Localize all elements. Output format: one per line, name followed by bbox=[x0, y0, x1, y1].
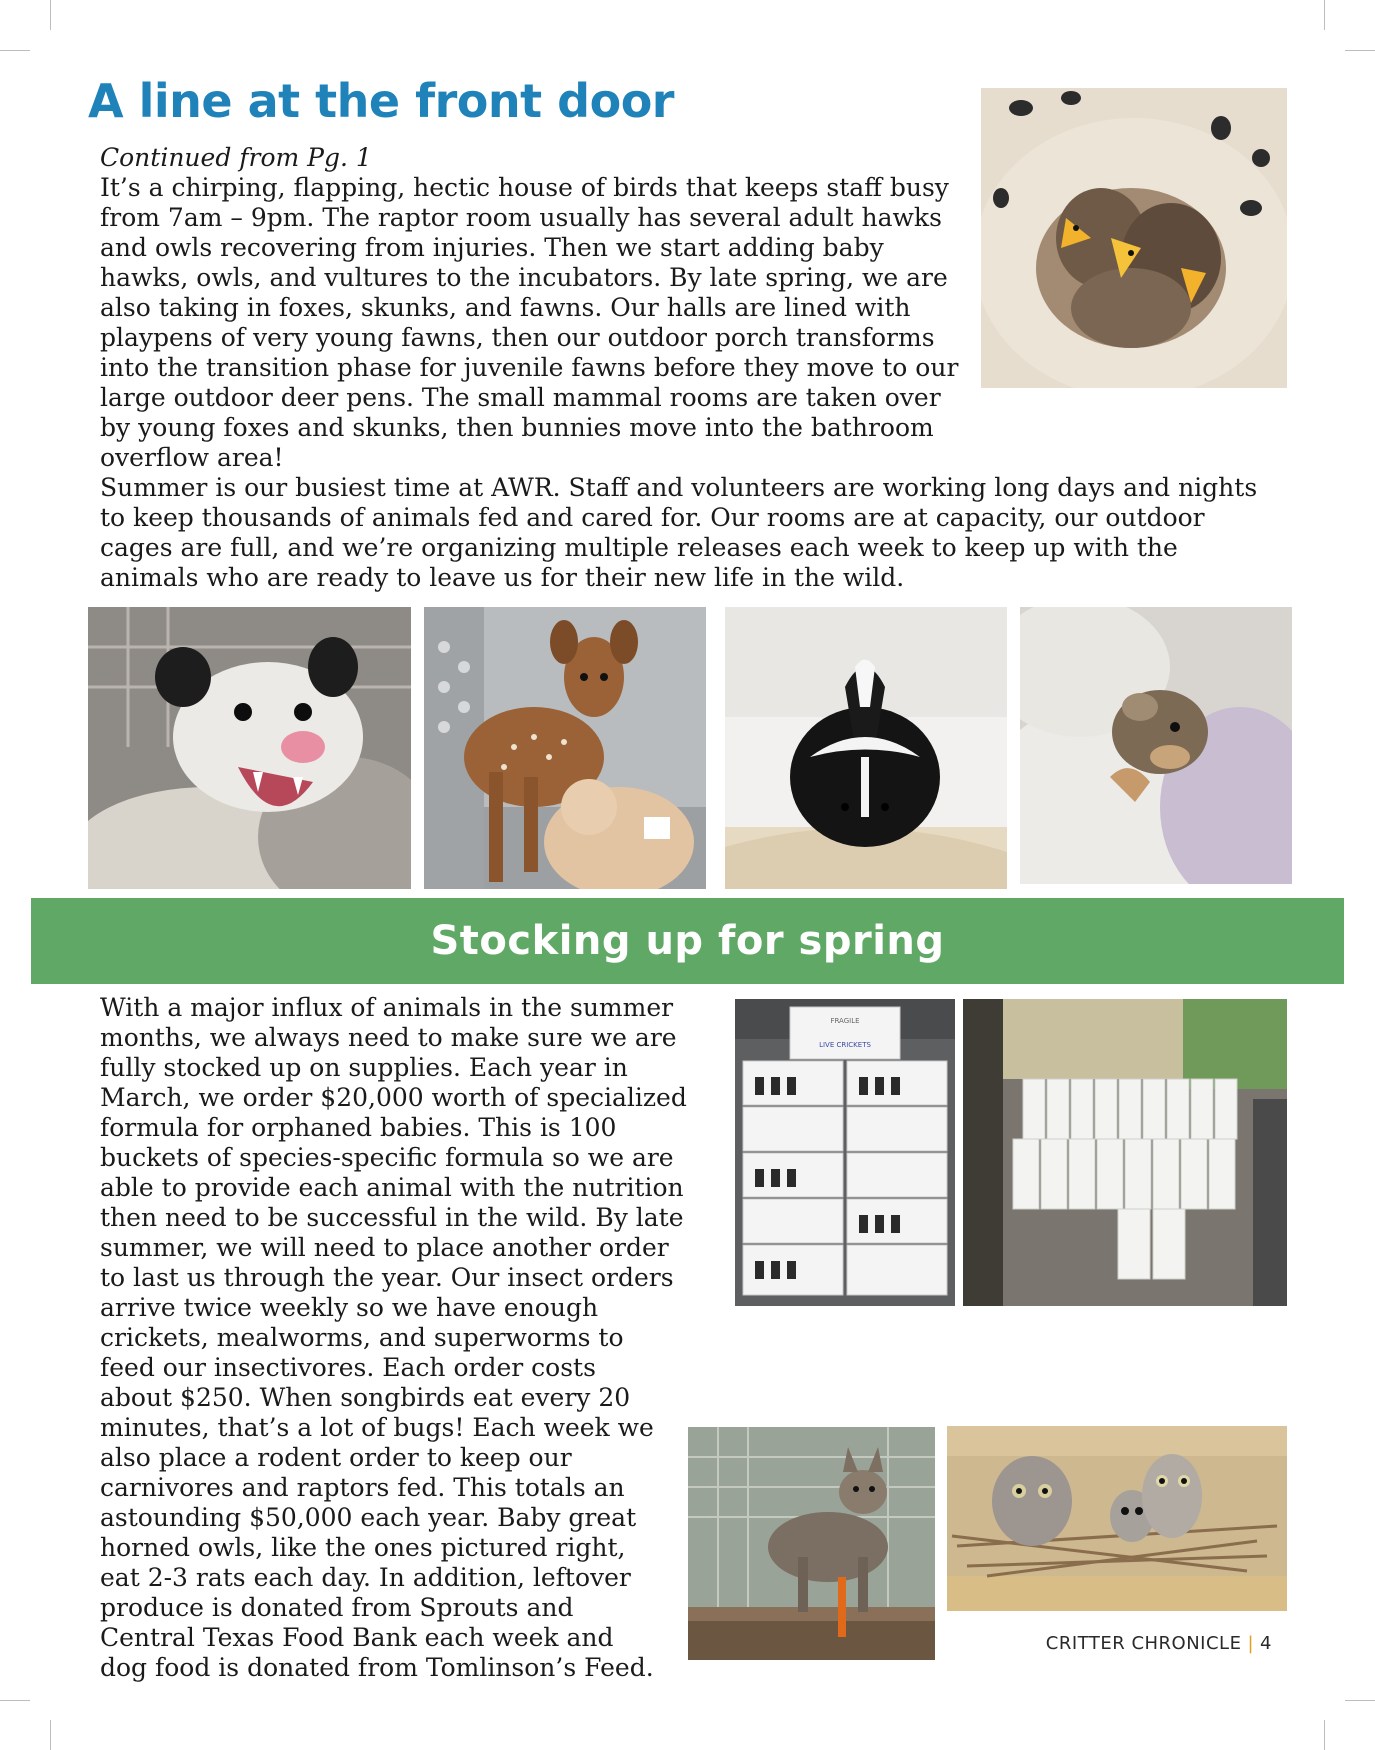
crop-mark bbox=[1345, 50, 1375, 51]
photo-skunk bbox=[725, 607, 1007, 889]
box-label-fragile: FRAGILE bbox=[830, 1017, 860, 1025]
page-number: 4 bbox=[1260, 1633, 1272, 1654]
photo-opossum bbox=[88, 607, 411, 889]
section-title: Stocking up for spring bbox=[430, 918, 945, 964]
crop-mark bbox=[0, 50, 30, 51]
photo-formula-buckets bbox=[963, 999, 1287, 1306]
photo-baby-birds bbox=[981, 88, 1287, 388]
crop-mark bbox=[50, 0, 51, 30]
article-paragraph: It’s a chirping, flapping, hectic house of birds that keeps staff busy from 7am – 9pm. The raptor room usually has several adult hawks and owls recovering from injuries. Then we start adding baby hawks, owls, and vultures to the incubators. By late spring, we are also taking in foxes, skunks, and fawns. Our halls are lined with playpens of very young fawns, then our outdoor porch transforms into the transition phase for juvenile fawns before they move to our large outdoor deer pens. The small mammal rooms are taken over by young foxes and skunks, then bunnies move into the bathroom overflow area! bbox=[100, 173, 959, 472]
article-paragraph: Summer is our busiest time at AWR. Staff and volunteers are working long days and nights to keep thousands of animals fed and cared for. Our rooms are at capacity, our outdoor cages are full, and we’re organizing multiple releases each week to keep up with the animals who are ready to leave us for their new life in the wild. bbox=[100, 473, 1258, 592]
section-banner bbox=[31, 898, 1344, 984]
crop-mark bbox=[1324, 1720, 1325, 1750]
photo-great-horned-owls bbox=[947, 1426, 1287, 1611]
article-title: A line at the front door bbox=[88, 74, 674, 128]
photo-cricket-boxes bbox=[735, 999, 955, 1306]
footer-separator: | bbox=[1247, 1633, 1255, 1654]
crop-mark bbox=[0, 1700, 30, 1701]
photo-fawn bbox=[424, 607, 706, 889]
photo-fox bbox=[688, 1427, 935, 1660]
crop-mark bbox=[50, 1720, 51, 1750]
article-paragraph: With a major influx of animals in the summer months, we always need to make sure we are fully stocked up on supplies. Each year in March, we order $20,000 worth of specialized formula for orphaned babies. This is 100 buckets of species-specific formula so we are able to provide each animal with the nutrition then need to be successful in the wild. By late summer, we will need to place another order to last us through the year. Our insect orders arrive twice weekly so we have enough crickets, mealworms, and superworms to feed our insectivores. Each order costs about $250. When songbirds eat every 20 minutes, that’s a lot of bugs! Each week we also place a rodent order to keep our carnivores and raptors fed. This totals an astounding $50,000 each year. Baby great horned owls, like the ones pictured right, eat 2-3 rats each day. In addition, leftover produce is donated from Sprouts and Central Texas Food Bank each week and dog food is donated from Tomlinson’s Feed. bbox=[100, 993, 687, 1682]
page-footer bbox=[1046, 1633, 1272, 1654]
publication-name: CRITTER CHRONICLE bbox=[1045, 1633, 1242, 1654]
crop-mark bbox=[1345, 1700, 1375, 1701]
crop-mark bbox=[1324, 0, 1325, 30]
box-label-crickets: LIVE CRICKETS bbox=[819, 1041, 871, 1049]
continued-note: Continued from Pg. 1 bbox=[100, 143, 372, 172]
photo-squirrel bbox=[1020, 607, 1292, 884]
